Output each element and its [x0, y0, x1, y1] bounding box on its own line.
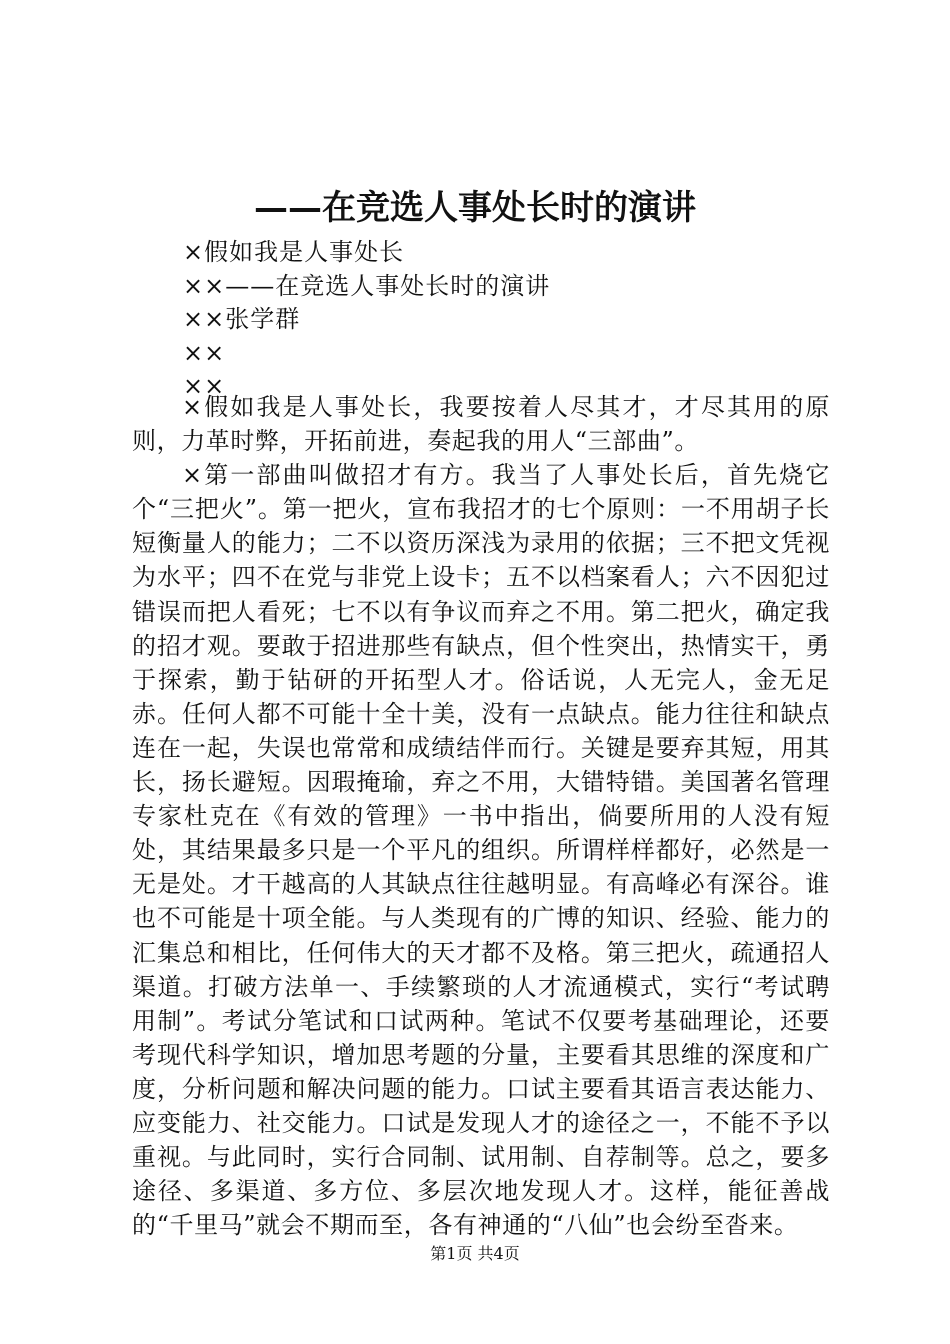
- meta-line: ××——在竞选人事处长时的演讲: [183, 271, 551, 300]
- page-footer: 第1页 共4页: [430, 1244, 520, 1263]
- document-title: ——在竞选人事处长时的演讲: [254, 188, 696, 228]
- paragraph: ×第一部曲叫做招才有方。我当了人事处长后，首先烧它个“三把火”。第一把火，宣布我招才的七个原则：一不用胡子长短衡量人的能力；二不以资历深浅为录用的依据；三不把文凭视为水平；四不在党与非党上设卡；五不以档案看人；六不因犯过错误而把人看死；七不以有争议而弃之不用。第二把火，确定我的招才观。要敢于招进那些有缺点，但个性突出，热情实干，勇于探索，勤于钻研的开拓型人才。俗话说，人无完人，金无足赤。任何人都不可能十全十美，没有一点缺点。能力往往和缺点连在一起，失误也常常和成绩结伴而行。关键是要弃其短，用其长，扬长避短。因瑕掩瑜，弃之不用，大错特错。美国著名管理专家杜克在《有效的管理》一书中指出，倘要所用的人没有短处，其结果最多只是一个平凡的组织。所谓样样都好，必然是一无是处。才干越高的人其缺点往往越明显。有高峰必有深谷。谁也不可能是十项全能。与人类现有的广博的知识、经验、能力的汇集总和相比，任何伟大的天才都不及格。第三把火，疏通招人渠道。打破方法单一、手续繁琐的人才流通模式，实行“考试聘用制”。考试分笔试和口试两种。笔试不仅要考基础理论，还要考现代科学知识，增加思考题的分量，主要看其思维的深度和广度，分析问题和解决问题的能力。口试主要看其语言表达能力、应变能力、社交能力。口试是发现人才的途径之一，不能不予以重视。与此同时，实行合同制、试用制、自荐制等。总之，要多途径、多渠道、多方位、多层次地发现人才。这样，能征善战的“千里马”就会不期而至，各有神通的“八仙”也会纷至沓来。: [132, 461, 830, 1240]
- meta-block: [183, 236, 843, 404]
- body-text: [132, 390, 830, 1242]
- meta-line: ××: [183, 372, 226, 400]
- meta-line: ××张学群: [183, 305, 301, 333]
- paragraph: ×假如我是人事处长，我要按着人尽其才，才尽其用的原则，力革时弊，开拓前进，奏起我的用人“三部曲”。: [132, 393, 830, 456]
- meta-line: ××: [183, 338, 226, 367]
- meta-line: ×假如我是人事处长: [183, 238, 405, 266]
